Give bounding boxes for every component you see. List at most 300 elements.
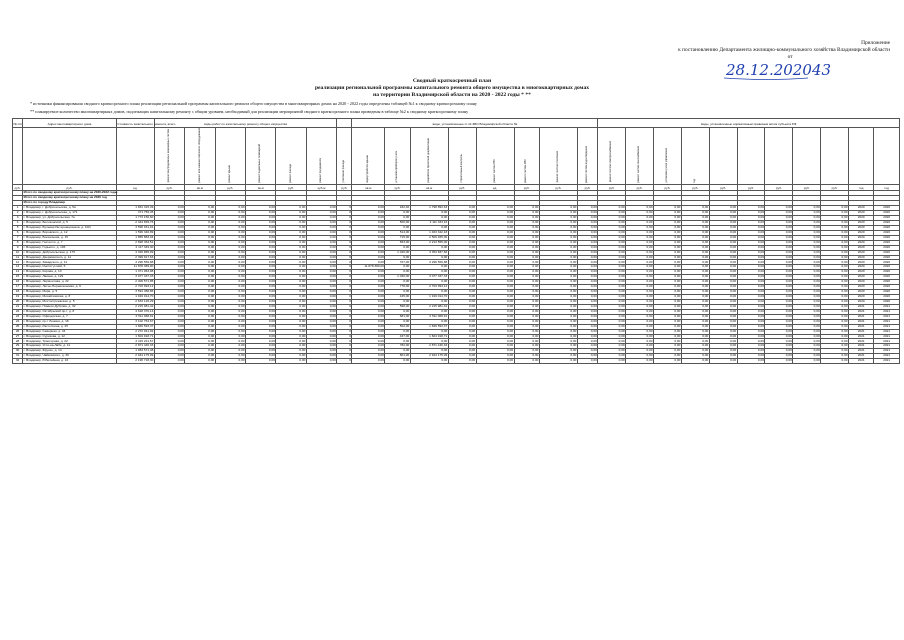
cell-year: 2020 bbox=[874, 260, 900, 265]
cell-value: 0,00 bbox=[737, 235, 765, 240]
cell-value: 0,00 bbox=[448, 349, 476, 354]
cell-value: 0,00 bbox=[598, 344, 626, 349]
cell-value: 0,00 bbox=[654, 270, 682, 275]
cell-year: 2020 bbox=[849, 220, 874, 225]
cell-value: 0,00 bbox=[793, 309, 821, 314]
cell-value: 0,00 bbox=[577, 216, 597, 221]
cell-value: 0,00 bbox=[185, 319, 215, 324]
cell-value: 0,00 bbox=[276, 211, 306, 216]
cell-value: 0,00 bbox=[681, 211, 709, 216]
cell-year: 2021 bbox=[849, 304, 874, 309]
header-rotated-label: ремонт систем ГВС bbox=[492, 159, 496, 183]
cell-value: 0,00 bbox=[352, 275, 385, 280]
cell-value: 0,00 bbox=[681, 334, 709, 339]
cell-value: 0,00 bbox=[577, 235, 597, 240]
cell-value: 0,00 bbox=[154, 270, 184, 275]
cell-value: 0,00 bbox=[246, 339, 276, 344]
cell-value: 0 bbox=[337, 216, 352, 221]
cell-value: 0,00 bbox=[215, 324, 245, 329]
cell-value: 0 bbox=[337, 344, 352, 349]
cell-value: 0,00 bbox=[654, 359, 682, 364]
cell-value: 0,00 bbox=[352, 295, 385, 300]
cell-value: 0 bbox=[337, 349, 352, 354]
cell-value: 0,00 bbox=[306, 260, 336, 265]
cell-address: г. Владимир, Добросельская, д. 175 bbox=[23, 250, 117, 255]
cell-value: 0,00 bbox=[185, 211, 215, 216]
cell-address: г. Владимир, Растопчина, д. 25 bbox=[23, 324, 117, 329]
cell-value: 0,00 bbox=[821, 265, 849, 270]
cell-value: 0,00 bbox=[215, 329, 245, 334]
cell-value: 0,00 bbox=[737, 290, 765, 295]
cell-cost: 2 409 571,85 bbox=[116, 280, 154, 285]
header-rotated bbox=[737, 128, 765, 185]
cell-value: 0,00 bbox=[765, 319, 793, 324]
cell-value: 0,00 bbox=[185, 339, 215, 344]
cell-value: 0 bbox=[337, 334, 352, 339]
cell-year: 2021 bbox=[874, 309, 900, 314]
cell-value: 0,00 bbox=[276, 324, 306, 329]
cell-value: 0,00 bbox=[185, 349, 215, 354]
cell-year: 2020 bbox=[849, 240, 874, 245]
cell-value: 0,00 bbox=[626, 334, 654, 339]
cell-value: 0,00 bbox=[276, 304, 306, 309]
cell-no: 5 bbox=[13, 225, 23, 230]
cell-value: 0,00 bbox=[154, 314, 184, 319]
cell-address: г. Владимир, Дзержинского, д. 11 bbox=[23, 255, 117, 260]
cell-value: 0,00 bbox=[352, 319, 385, 324]
cell-value: 0,00 bbox=[577, 304, 597, 309]
header-unit: руб. bbox=[598, 185, 626, 191]
cell-value: 0,00 bbox=[737, 245, 765, 250]
cell-year: 2021 bbox=[874, 314, 900, 319]
cell-value: 0,00 bbox=[215, 295, 245, 300]
cell-value: 0,00 bbox=[737, 265, 765, 270]
cell-value: 0,00 bbox=[626, 299, 654, 304]
cell-value: 0,00 bbox=[215, 255, 245, 260]
header-unit: руб. bbox=[337, 185, 352, 191]
cell-value: 0,00 bbox=[793, 240, 821, 245]
cell-value: 0,00 bbox=[448, 354, 476, 359]
cell-value: 801,00 bbox=[385, 354, 410, 359]
header-unit: год bbox=[874, 185, 900, 191]
cell-value: 0,00 bbox=[215, 216, 245, 221]
cell-value: 0,00 bbox=[185, 265, 215, 270]
cell-year: 2020 bbox=[874, 280, 900, 285]
cell-value: 0 bbox=[337, 354, 352, 359]
cell-value: 0,00 bbox=[246, 235, 276, 240]
cell-value: 0,00 bbox=[352, 344, 385, 349]
cell-value: 0,00 bbox=[709, 260, 737, 265]
header-unit: руб. bbox=[448, 185, 476, 191]
cell-value: 0,00 bbox=[577, 329, 597, 334]
cell-cost: 2 871 446,33 bbox=[116, 344, 154, 349]
cell-value: 0,00 bbox=[539, 270, 577, 275]
cell-value: 0,00 bbox=[306, 225, 336, 230]
cell-year: 2020 bbox=[874, 225, 900, 230]
cell-value: 0,00 bbox=[626, 260, 654, 265]
cell-year: 2020 bbox=[874, 220, 900, 225]
cell-value: 0,00 bbox=[626, 285, 654, 290]
cell-value: 0,00 bbox=[793, 235, 821, 240]
header-rotated-label: ремонт подвальных помещений bbox=[258, 143, 262, 183]
cell-value: 0,00 bbox=[539, 304, 577, 309]
header-rotated bbox=[215, 128, 245, 185]
header-rotated-label: ремонт фасада bbox=[288, 163, 292, 183]
cell-value: 0,00 bbox=[539, 299, 577, 304]
cell-year: 2020 bbox=[874, 206, 900, 211]
cell-value: 0 bbox=[337, 265, 352, 270]
cell-value: 0,00 bbox=[626, 290, 654, 295]
cell-value: 0,00 bbox=[514, 270, 539, 275]
cell-value: 3 077 337,33 bbox=[410, 275, 448, 280]
cell-no: 32 bbox=[13, 359, 23, 364]
cell-cost: 1 846 593,37 bbox=[116, 324, 154, 329]
cell-value: 0,00 bbox=[626, 220, 654, 225]
header-rotated-label: ремонт систем ХВС bbox=[524, 158, 528, 183]
cell-value: 0,00 bbox=[681, 245, 709, 250]
cell-value: 0,00 bbox=[246, 319, 276, 324]
cell-year: 2021 bbox=[849, 339, 874, 344]
cell-value: 0,00 bbox=[276, 349, 306, 354]
cell-value: 0,00 bbox=[514, 329, 539, 334]
cell-value: 0,00 bbox=[737, 319, 765, 324]
cell-value: 0,00 bbox=[352, 235, 385, 240]
cell-year: 2021 bbox=[849, 359, 874, 364]
cell-value: 0,00 bbox=[765, 299, 793, 304]
cell-value: 0,00 bbox=[709, 285, 737, 290]
cell-value: 0,00 bbox=[276, 295, 306, 300]
cell-value: 0,00 bbox=[737, 285, 765, 290]
cell-value: 0,00 bbox=[306, 216, 336, 221]
cell-cost: 2 399 917,63 bbox=[116, 255, 154, 260]
cell-value: 0,00 bbox=[306, 319, 336, 324]
header-rotated bbox=[337, 128, 352, 185]
cell-value: 0,00 bbox=[385, 309, 410, 314]
cell-value: 0,00 bbox=[793, 211, 821, 216]
cell-value: 0,00 bbox=[352, 270, 385, 275]
cell-value: 0,00 bbox=[514, 349, 539, 354]
cell-value: 0,00 bbox=[246, 314, 276, 319]
cell-value: 0,00 bbox=[410, 255, 448, 260]
cell-value: 0,00 bbox=[737, 260, 765, 265]
cell-value: 0,00 bbox=[793, 265, 821, 270]
header-unit: руб. bbox=[765, 185, 793, 191]
cell-value: 0,00 bbox=[352, 309, 385, 314]
cell-year: 2021 bbox=[874, 334, 900, 339]
cell-value: 2 703 993,12 bbox=[410, 285, 448, 290]
cell-address: г. Владимир, Институтский, 5 bbox=[23, 265, 117, 270]
cell-value: 0,00 bbox=[215, 265, 245, 270]
cell-no: 6 bbox=[13, 230, 23, 235]
cell-year: 2020 bbox=[849, 275, 874, 280]
cell-value: 0,00 bbox=[737, 304, 765, 309]
cell-value: 0,00 bbox=[539, 309, 577, 314]
cell-value: 0 bbox=[337, 339, 352, 344]
cell-value: 0,00 bbox=[577, 349, 597, 354]
cell-value: 0,00 bbox=[598, 275, 626, 280]
cell-value: 3 353 837,66 bbox=[410, 250, 448, 255]
cell-value: 0,00 bbox=[246, 334, 276, 339]
cell-value: 0,00 bbox=[709, 220, 737, 225]
cell-value: 0,00 bbox=[681, 290, 709, 295]
cell-value: 0,00 bbox=[793, 206, 821, 211]
cell-value: 0,00 bbox=[476, 265, 514, 270]
cell-address: г. Владимир, Фрунзе, д. 14 bbox=[23, 349, 117, 354]
cell-value: 0,00 bbox=[154, 265, 184, 270]
header-unit: ед. bbox=[476, 185, 514, 191]
cell-value: 0,00 bbox=[737, 225, 765, 230]
cell-address: г. Владимир, Гастелло, д. 7 bbox=[23, 240, 117, 245]
cell-value: 0,00 bbox=[246, 216, 276, 221]
header-group-c: виды, установленные нормативным правовым актом субъекта РФ bbox=[598, 119, 900, 128]
cell-value: 0,00 bbox=[654, 319, 682, 324]
cell-value: 0,00 bbox=[385, 255, 410, 260]
cell-year: 2020 bbox=[849, 299, 874, 304]
cell-value: 0,00 bbox=[626, 206, 654, 211]
header-rotated-label: разработка проектной документации bbox=[426, 138, 430, 183]
cell-value: 0,00 bbox=[476, 216, 514, 221]
cell-value: 0,00 bbox=[154, 359, 184, 364]
header-blank bbox=[13, 128, 23, 185]
cell-value: 0,00 bbox=[306, 344, 336, 349]
cell-value: 0,00 bbox=[185, 206, 215, 211]
cell-value: 0,00 bbox=[476, 250, 514, 255]
cell-year: 2021 bbox=[874, 319, 900, 324]
cell-value: 0,00 bbox=[448, 299, 476, 304]
cell-address: г. Владимир, Лакина, д. 129 bbox=[23, 275, 117, 280]
cell-value: 0,00 bbox=[598, 230, 626, 235]
cell-value: 0 bbox=[337, 314, 352, 319]
cell-value: 0,00 bbox=[352, 225, 385, 230]
cell-value: 0,00 bbox=[793, 260, 821, 265]
cell-value: 0,00 bbox=[352, 206, 385, 211]
cell-value: 0,00 bbox=[821, 314, 849, 319]
cell-address: г. Владимир, Горького, д. 106 bbox=[23, 245, 117, 250]
cell-value: 0,00 bbox=[539, 220, 577, 225]
cell-no: 18 bbox=[13, 290, 23, 295]
cell-value: 0,00 bbox=[448, 334, 476, 339]
cell-year: 2020 bbox=[849, 250, 874, 255]
cell-value: 0,00 bbox=[448, 314, 476, 319]
cell-value: 0,00 bbox=[539, 359, 577, 364]
cell-no: 30 bbox=[13, 349, 23, 354]
cell-value: 0,00 bbox=[821, 270, 849, 275]
cell-no: 31 bbox=[13, 354, 23, 359]
cell-value: 0,00 bbox=[154, 206, 184, 211]
cell-year: 2021 bbox=[874, 324, 900, 329]
cell-value: 0 bbox=[337, 211, 352, 216]
cell-value: 0,00 bbox=[626, 339, 654, 344]
cell-value: 0,00 bbox=[821, 285, 849, 290]
cell-value: 0,00 bbox=[476, 349, 514, 354]
header-rotated bbox=[874, 128, 900, 185]
cell-value: 0,00 bbox=[539, 290, 577, 295]
cell-value: 0,00 bbox=[448, 339, 476, 344]
cell-year: 2021 bbox=[874, 344, 900, 349]
cell-no: 1 bbox=[13, 206, 23, 211]
cell-value: 0,00 bbox=[514, 339, 539, 344]
cell-value: 0,00 bbox=[154, 319, 184, 324]
cell-year: 2021 bbox=[849, 324, 874, 329]
header-rotated bbox=[448, 128, 476, 185]
cell-value: 0,00 bbox=[654, 230, 682, 235]
cell-value: 0,00 bbox=[577, 319, 597, 324]
cell-value: 0,00 bbox=[246, 285, 276, 290]
cell-value: 0,00 bbox=[246, 206, 276, 211]
cell-value: 0,00 bbox=[539, 324, 577, 329]
cell-value: 502,00 bbox=[385, 324, 410, 329]
cell-year: 2020 bbox=[849, 270, 874, 275]
header-unit: руб. bbox=[681, 185, 709, 191]
cell-value: 0,00 bbox=[185, 334, 215, 339]
cell-value: 1 798 893,63 bbox=[410, 206, 448, 211]
plan-table bbox=[12, 118, 900, 364]
cell-year: 2020 bbox=[874, 265, 900, 270]
cell-no: 21 bbox=[13, 304, 23, 309]
cell-year: 2020 bbox=[849, 216, 874, 221]
cell-address: г. Владимир, Чайковского, д. 36 bbox=[23, 354, 117, 359]
cell-value: 0,00 bbox=[737, 250, 765, 255]
cell-value: 0,00 bbox=[352, 290, 385, 295]
cell-value: 0,00 bbox=[448, 344, 476, 349]
cell-value: 0 bbox=[337, 299, 352, 304]
header-unit: кв.м bbox=[352, 185, 385, 191]
cell-value: 0 bbox=[337, 280, 352, 285]
cell-value: 0,00 bbox=[654, 250, 682, 255]
cell-value: 0,00 bbox=[410, 309, 448, 314]
cell-year: 2021 bbox=[874, 349, 900, 354]
cell-value: 0,00 bbox=[821, 339, 849, 344]
cell-no: 14 bbox=[13, 270, 23, 275]
cell-value: 0,00 bbox=[185, 235, 215, 240]
header-rotated bbox=[598, 128, 626, 185]
header-rotated bbox=[276, 128, 306, 185]
cell-value: 0,00 bbox=[598, 211, 626, 216]
cell-year: 2020 bbox=[849, 211, 874, 216]
handwritten-number: 43 bbox=[812, 61, 832, 79]
cell-value: 0,00 bbox=[654, 329, 682, 334]
cell-value: 0,00 bbox=[246, 309, 276, 314]
cell-value: 0,00 bbox=[448, 260, 476, 265]
cell-value: 0 bbox=[337, 309, 352, 314]
cell-value: 0,00 bbox=[185, 309, 215, 314]
cell-cost: 471 756,45 bbox=[116, 211, 154, 216]
cell-value: 0,00 bbox=[306, 206, 336, 211]
cell-cost: 11 878 389,00 bbox=[116, 265, 154, 270]
cell-value: 0,00 bbox=[793, 280, 821, 285]
cell-value: 0,00 bbox=[765, 230, 793, 235]
cell-value: 0,00 bbox=[709, 324, 737, 329]
cell-year: 2021 bbox=[874, 359, 900, 364]
cell-value: 0,00 bbox=[626, 344, 654, 349]
header-unit: руб. bbox=[215, 185, 245, 191]
cell-value: 0,00 bbox=[352, 240, 385, 245]
cell-value: 0,00 bbox=[654, 285, 682, 290]
cell-address: г. Владимир, Октябрьский пр-т, д. 8 bbox=[23, 309, 117, 314]
cell-value: 0,00 bbox=[448, 290, 476, 295]
cell-value: 0,00 bbox=[539, 285, 577, 290]
cell-value: 0,00 bbox=[306, 275, 336, 280]
cell-value: 0,00 bbox=[598, 220, 626, 225]
cell-value: 0,00 bbox=[539, 230, 577, 235]
cell-value: 0,00 bbox=[821, 235, 849, 240]
cell-value: 0,00 bbox=[476, 314, 514, 319]
cell-year: 2020 bbox=[874, 230, 900, 235]
cell-value: 0 bbox=[337, 285, 352, 290]
cell-value: 0,00 bbox=[352, 220, 385, 225]
cell-value: 0,00 bbox=[514, 216, 539, 221]
cell-value: 0,00 bbox=[765, 206, 793, 211]
cell-value: 0,00 bbox=[306, 280, 336, 285]
cell-value: 0,00 bbox=[598, 240, 626, 245]
cell-value: 0,00 bbox=[821, 220, 849, 225]
cell-value: 0,00 bbox=[215, 309, 245, 314]
cell-value: 0,00 bbox=[476, 339, 514, 344]
cell-value: 0,00 bbox=[514, 240, 539, 245]
cell-value: 0,00 bbox=[681, 216, 709, 221]
cell-value: 0,00 bbox=[276, 225, 306, 230]
header-unit: руб. bbox=[709, 185, 737, 191]
cell-value: 0,00 bbox=[654, 354, 682, 359]
cell-cost: 2 444 839,76 bbox=[116, 220, 154, 225]
cell-value: 0,00 bbox=[385, 225, 410, 230]
cell-value: 0,00 bbox=[765, 250, 793, 255]
cell-value: 0,00 bbox=[821, 359, 849, 364]
cell-value: 0,00 bbox=[215, 245, 245, 250]
cell-value: 0,00 bbox=[514, 235, 539, 240]
cell-value: 0,00 bbox=[476, 245, 514, 250]
cell-value: 0,00 bbox=[215, 230, 245, 235]
cell-value: 0,00 bbox=[385, 211, 410, 216]
cell-value: 0,00 bbox=[539, 334, 577, 339]
cell-address: г. Владимир, Белоконской, д. 5 bbox=[23, 220, 117, 225]
cell-value: 0,00 bbox=[765, 304, 793, 309]
cell-value: 0,00 bbox=[539, 240, 577, 245]
cell-value: 0,00 bbox=[654, 295, 682, 300]
cell-value: 2 111 333,16 bbox=[410, 220, 448, 225]
cell-value: 0,00 bbox=[514, 245, 539, 250]
cell-value: 0,00 bbox=[626, 275, 654, 280]
cell-value: 0,00 bbox=[793, 285, 821, 290]
cell-year: 2020 bbox=[874, 299, 900, 304]
header-unit: руб. bbox=[654, 185, 682, 191]
cell-value: 0,00 bbox=[476, 260, 514, 265]
header-unit: руб. bbox=[577, 185, 597, 191]
cell-no: 4 bbox=[13, 220, 23, 225]
cell-value: 0,00 bbox=[514, 275, 539, 280]
cell-value: 0 bbox=[337, 245, 352, 250]
cell-value: 653,00 bbox=[385, 240, 410, 245]
header-rotated bbox=[765, 128, 793, 185]
cell-value: 0,00 bbox=[476, 220, 514, 225]
cell-year: 2021 bbox=[849, 344, 874, 349]
cell-value: 0,00 bbox=[709, 275, 737, 280]
cell-value: 0,00 bbox=[448, 235, 476, 240]
cell-value: 0,00 bbox=[352, 250, 385, 255]
cell-value: 0,00 bbox=[765, 275, 793, 280]
cell-value: 0,00 bbox=[598, 359, 626, 364]
header-rotated bbox=[185, 128, 215, 185]
cell-value: 0,00 bbox=[737, 359, 765, 364]
cell-value: 0,00 bbox=[577, 250, 597, 255]
cell-value: 0 bbox=[337, 240, 352, 245]
cell-value: 0,00 bbox=[577, 230, 597, 235]
cell-year: 2020 bbox=[874, 255, 900, 260]
header-blank bbox=[116, 128, 154, 185]
cell-value: 0,00 bbox=[821, 319, 849, 324]
cell-value: 0,00 bbox=[185, 329, 215, 334]
cell-no: 24 bbox=[13, 319, 23, 324]
